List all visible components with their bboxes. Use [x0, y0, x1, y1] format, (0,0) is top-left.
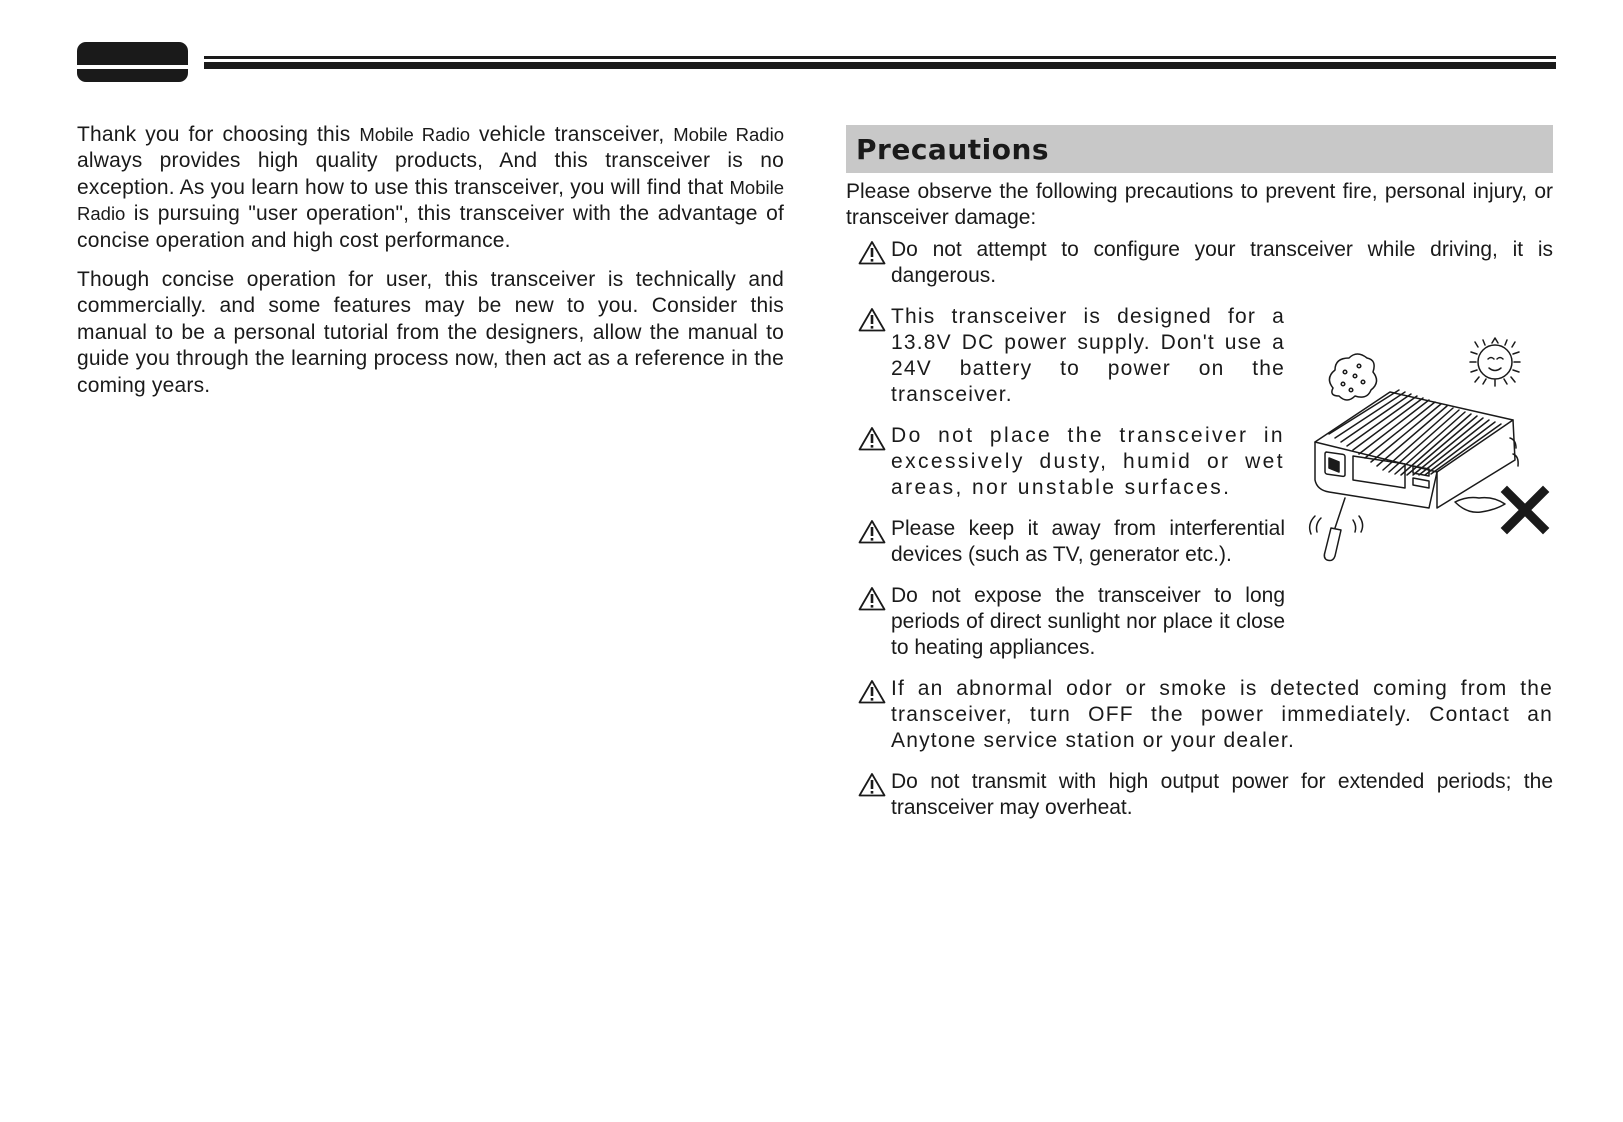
precaution-item: This transceiver is designed for a 13.8V DC power supply. Don't use a 24V battery to power on the transceiver.	[846, 304, 1553, 408]
brand-name: Mobile Radio	[673, 124, 784, 145]
warning-triangle-icon	[858, 307, 886, 332]
precaution-item: If an abnormal odor or smoke is detected coming from the transceiver, turn OFF the power immediately. Contact an Anytone service station or your dealer.	[846, 676, 1553, 754]
header-tab	[77, 42, 188, 82]
transceiver-icon	[1315, 390, 1518, 508]
header-rule-thick	[204, 62, 1556, 69]
precaution-item: Please keep it away from interferential devices (such as TV, generator etc.).	[846, 516, 1553, 568]
warning-triangle-icon	[858, 679, 886, 704]
warning-triangle-icon	[858, 240, 886, 265]
header-rule	[204, 56, 1556, 59]
screwdriver-icon	[1310, 498, 1363, 561]
precaution-item: Do not attempt to configure your transceiver while driving, it is dangerous.	[846, 237, 1553, 289]
warning-triangle-icon	[858, 519, 886, 544]
precaution-item: Do not place the transceiver in excessively dusty, humid or wet areas, nor unstable surfaces.	[846, 423, 1553, 501]
warning-triangle-icon	[858, 772, 886, 797]
precautions-intro: Please observe the following precautions to prevent fire, personal injury, or transceiver damage:	[846, 180, 1553, 229]
warning-triangle-icon	[858, 586, 886, 611]
intro-paragraph-2: Though concise operation for user, this transceiver is technically and commercially. and some features may be new to you. Consider this manual to be a personal tutorial from the designers, allow the manual to guide you through the learning process now, then act as a reference in the coming years.	[77, 268, 784, 397]
brand-name: Mobile Radio	[77, 176, 784, 225]
warning-triangle-icon	[858, 426, 886, 451]
transceiver-hazard-illustration	[1305, 332, 1557, 572]
intro-paragraph-1: Thank you for choosing this Mobile Radio vehicle transceiver, Mobile Radio always provides high quality products, And this transceiver is no exception. As you learn how to use this transceiver, you will find that Mobile Radio is pursuing "user operation", this transceiver with the advantage of concise operation and high cost performance.	[77, 123, 784, 252]
sun-icon	[1470, 338, 1520, 386]
section-header	[846, 125, 1553, 173]
prohibited-x-icon	[1507, 492, 1543, 528]
dust-cloud-icon	[1329, 354, 1376, 400]
precaution-item: Do not transmit with high output power for extended periods; the transceiver may overheat.	[846, 769, 1553, 821]
precaution-item: Do not expose the transceiver to long periods of direct sunlight nor place it close to heating appliances.	[846, 583, 1553, 661]
brand-name: Mobile Radio	[359, 124, 471, 145]
section-title: Precautions	[856, 132, 1050, 166]
intro-column	[77, 122, 784, 412]
